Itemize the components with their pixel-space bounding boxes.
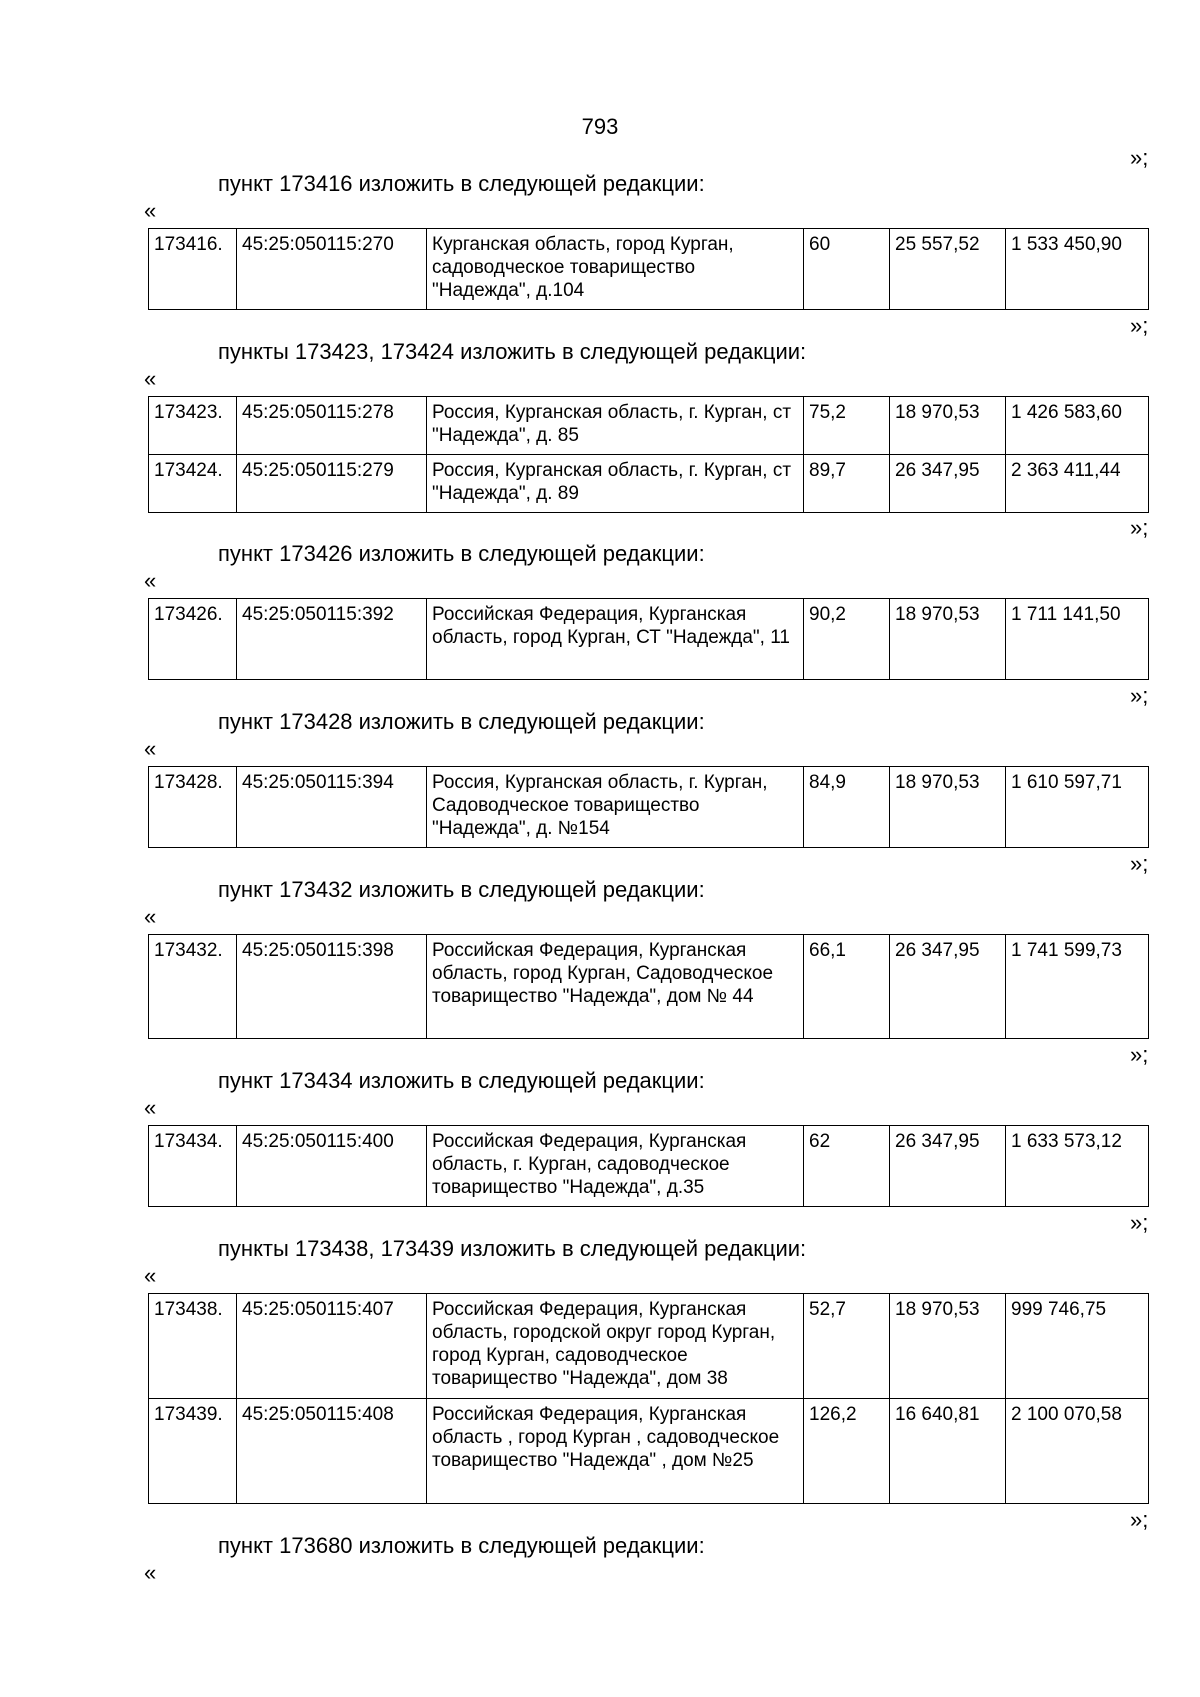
property-table	[148, 396, 1149, 513]
item-number: 173423.	[149, 397, 237, 455]
amendment-instruction: пункт 173434 изложить в следующей редакции:	[218, 1068, 705, 1093]
amendment-instruction: пункт 173416 изложить в следующей редакции:	[218, 171, 705, 196]
closing-quote: »;	[1130, 1210, 1149, 1235]
amendment-instruction: пункт 173432 изложить в следующей редакции:	[218, 877, 705, 902]
opening-quote: «	[144, 736, 157, 761]
cadastral-number: 45:25:050115:278	[237, 397, 427, 455]
item-number: 173416.	[149, 229, 237, 310]
area: 62	[804, 1126, 890, 1207]
item-number: 173432.	[149, 935, 237, 1039]
area: 90,2	[804, 599, 890, 680]
address: Россия, Курганская область, г. Курган, ст "Надежда", д. 85	[427, 397, 804, 455]
cadastral-value: 1 533 450,90	[1006, 229, 1149, 310]
table-row	[149, 767, 1149, 848]
address: Россия, Курганская область, г. Курган, Садоводческое товарищество "Надежда", д. №154	[427, 767, 804, 848]
opening-quote: «	[144, 1095, 157, 1120]
amendment-instruction: пункты 173438, 173439 изложить в следующей редакции:	[218, 1236, 807, 1261]
property-table	[148, 598, 1149, 680]
cadastral-value: 1 610 597,71	[1006, 767, 1149, 848]
item-number: 173428.	[149, 767, 237, 848]
amendment-instruction: пункты 173423, 173424 изложить в следующей редакции:	[218, 339, 807, 364]
cadastral-value: 2 100 070,58	[1006, 1399, 1149, 1504]
cadastral-number: 45:25:050115:392	[237, 599, 427, 680]
cadastral-value: 1 711 141,50	[1006, 599, 1149, 680]
table-row	[149, 599, 1149, 680]
opening-quote: «	[144, 904, 157, 929]
cadastral-value: 2 363 411,44	[1006, 455, 1149, 513]
area: 84,9	[804, 767, 890, 848]
closing-quote: »;	[1130, 313, 1149, 338]
area: 126,2	[804, 1399, 890, 1504]
item-number: 173438.	[149, 1294, 237, 1399]
property-table	[148, 1293, 1149, 1504]
address: Российская Федерация, Курганская область, город Курган, Садоводческое товарищество "Надежда", дом № 44	[427, 935, 804, 1039]
table-row	[149, 455, 1149, 513]
address: Российская Федерация, Курганская область, городской округ город Курган, город Курган, садоводческое товарищество "Надежда", дом 38	[427, 1294, 804, 1399]
address: Российская Федерация, Курганская область, город Курган, СТ "Надежда", 11	[427, 599, 804, 680]
address: Россия, Курганская область, г. Курган, ст "Надежда", д. 89	[427, 455, 804, 513]
area: 75,2	[804, 397, 890, 455]
unit-price: 16 640,81	[890, 1399, 1006, 1504]
cadastral-value: 1 741 599,73	[1006, 935, 1149, 1039]
table-row	[149, 935, 1149, 1039]
table-row	[149, 229, 1149, 310]
item-number: 173426.	[149, 599, 237, 680]
table-row	[149, 1399, 1149, 1504]
amendment-instruction: пункт 173426 изложить в следующей редакции:	[218, 541, 705, 566]
area: 66,1	[804, 935, 890, 1039]
cadastral-value: 1 426 583,60	[1006, 397, 1149, 455]
cadastral-number: 45:25:050115:394	[237, 767, 427, 848]
cadastral-number: 45:25:050115:407	[237, 1294, 427, 1399]
closing-quote: »;	[1130, 683, 1149, 708]
opening-quote: «	[144, 568, 157, 593]
unit-price: 25 557,52	[890, 229, 1006, 310]
amendment-instruction: пункт 173428 изложить в следующей редакции:	[218, 709, 705, 734]
opening-quote: «	[144, 1263, 157, 1288]
table-row	[149, 1126, 1149, 1207]
cadastral-value: 999 746,75	[1006, 1294, 1149, 1399]
cadastral-number: 45:25:050115:400	[237, 1126, 427, 1207]
item-number: 173424.	[149, 455, 237, 513]
unit-price: 26 347,95	[890, 1126, 1006, 1207]
unit-price: 18 970,53	[890, 767, 1006, 848]
property-table	[148, 934, 1149, 1039]
opening-quote: «	[144, 198, 157, 223]
item-number: 173434.	[149, 1126, 237, 1207]
closing-quote: »;	[1130, 851, 1149, 876]
opening-quote: «	[144, 366, 157, 391]
page-number: 793	[581, 114, 619, 139]
unit-price: 26 347,95	[890, 935, 1006, 1039]
unit-price: 18 970,53	[890, 397, 1006, 455]
property-table	[148, 1125, 1149, 1207]
area: 52,7	[804, 1294, 890, 1399]
cadastral-value: 1 633 573,12	[1006, 1126, 1149, 1207]
unit-price: 26 347,95	[890, 455, 1006, 513]
property-table	[148, 228, 1149, 310]
unit-price: 18 970,53	[890, 1294, 1006, 1399]
area: 89,7	[804, 455, 890, 513]
area: 60	[804, 229, 890, 310]
unit-price: 18 970,53	[890, 599, 1006, 680]
cadastral-number: 45:25:050115:270	[237, 229, 427, 310]
amendment-instruction: пункт 173680 изложить в следующей редакции:	[218, 1533, 705, 1558]
item-number: 173439.	[149, 1399, 237, 1504]
address: Российская Федерация, Курганская область , город Курган , садоводческое товарищество "Надежда" , дом №25	[427, 1399, 804, 1504]
cadastral-number: 45:25:050115:279	[237, 455, 427, 513]
cadastral-number: 45:25:050115:398	[237, 935, 427, 1039]
table-row	[149, 1294, 1149, 1399]
cadastral-number: 45:25:050115:408	[237, 1399, 427, 1504]
opening-quote: «	[144, 1560, 157, 1585]
closing-quote: »;	[1130, 1507, 1149, 1532]
address: Курганская область, город Курган, садоводческое товарищество "Надежда", д.104	[427, 229, 804, 310]
closing-quote: »;	[1130, 1042, 1149, 1067]
table-row	[149, 397, 1149, 455]
address: Российская Федерация, Курганская область, г. Курган, садоводческое товарищество "Надежда", д.35	[427, 1126, 804, 1207]
closing-quote: »;	[1130, 515, 1149, 540]
closing-quote: »;	[1130, 145, 1149, 170]
property-table	[148, 766, 1149, 848]
